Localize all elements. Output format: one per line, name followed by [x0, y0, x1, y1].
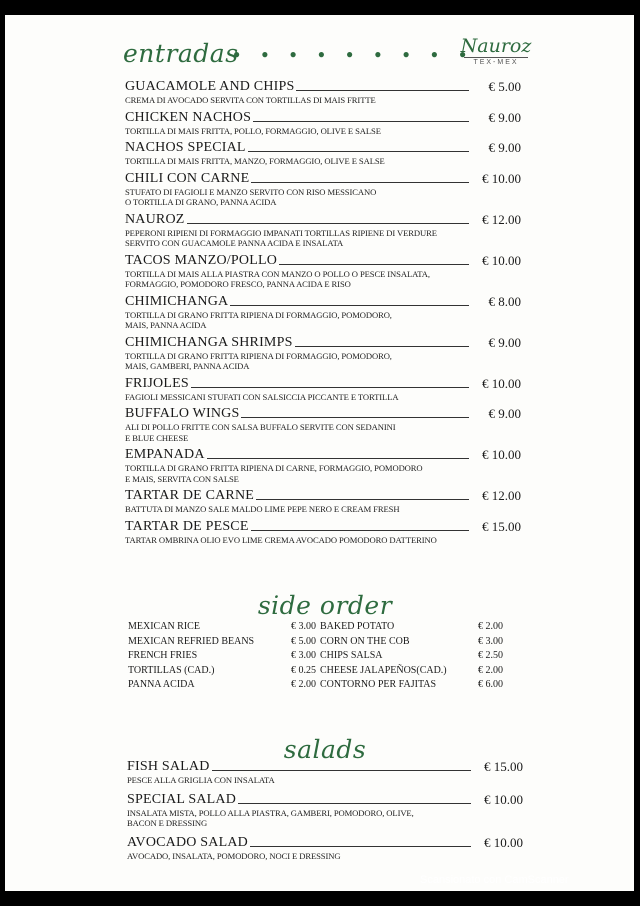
side-order-row: [128, 664, 503, 679]
menu-item-line: [125, 517, 521, 535]
menu-item-name: FRIJOLES: [125, 375, 189, 391]
menu-item-description: TORTILLA DI GRANO FRITTA RIPIENA DI FORMAGGIO, POMODORO,: [125, 309, 392, 320]
side-order-item-name: CHIPS SALSA: [319, 650, 383, 661]
side-order-item: [320, 664, 503, 679]
leader-line: [230, 305, 469, 306]
menu-item-name: NACHOS SPECIAL: [125, 140, 246, 155]
menu-item-name: CHILI CON CARNE: [125, 170, 250, 186]
side-order-row: [128, 678, 503, 693]
side-order-item: [128, 635, 316, 650]
menu-item: [125, 333, 521, 372]
menu-item-name: CHIMICHANGA: [125, 293, 229, 309]
menu-item-price: € 9.00: [488, 334, 521, 350]
leader-line: [238, 803, 471, 804]
side-order-item-price: € 3.00: [478, 635, 503, 647]
leader-line: [241, 417, 469, 418]
menu-item-name: BUFFALO WINGS: [125, 406, 240, 421]
side-order-item: [320, 620, 503, 635]
logo-subtitle: TEX-MEX: [464, 57, 528, 68]
side-order-item: [320, 635, 503, 650]
menu-item-name: SPECIAL SALAD: [127, 791, 237, 807]
decorative-dots: ● ● ● ● ● ● ● ● ●: [233, 47, 476, 61]
side-order-item-price: € 0.25: [290, 664, 316, 676]
side-order-item-price: € 2.00: [478, 621, 503, 632]
entradas-title: entradas: [123, 39, 239, 68]
menu-item: [125, 517, 521, 546]
entradas-list: [125, 77, 521, 547]
side-order-item: [128, 664, 316, 679]
menu-item-description: FORMAGGIO, POMODORO FRESCO, PANNA ACIDA E RISO: [125, 279, 351, 289]
menu-item-price: € 10.00: [484, 791, 523, 807]
side-order-title: side order: [257, 591, 393, 620]
leader-line: [212, 770, 471, 771]
side-order-item-name: FRENCH FRIES: [128, 650, 198, 661]
menu-item-description: TORTILLA DI MAIS FRITTA, MANZO, FORMAGGIO, OLIVE E SALSE: [125, 156, 385, 166]
menu-item-price: € 9.00: [488, 109, 521, 125]
side-order-item-name: MEXICAN RICE: [128, 621, 200, 632]
menu-item: [125, 210, 521, 249]
menu-item-line: [125, 374, 521, 392]
menu-item: [125, 108, 521, 137]
side-order-item-price: € 2.50: [478, 650, 503, 661]
menu-item-line: [125, 169, 521, 187]
menu-item-line: [125, 292, 521, 310]
menu-item-description: E MAIS, SERVITA CON SALSE: [125, 473, 239, 484]
menu-item-line: [125, 445, 521, 463]
side-order-item-name: TORTILLAS (CAD.): [128, 664, 215, 676]
menu-item-name: TACOS MANZO/POLLO: [125, 252, 278, 268]
side-order-item-price: € 6.00: [478, 679, 503, 690]
menu-item-line: [125, 210, 521, 228]
menu-item-description: BACON E DRESSING: [127, 818, 208, 828]
menu-item-description: TORTILLA DI MAIS ALLA PIASTRA CON MANZO O POLLO O PESCE INSALATA,: [125, 268, 430, 279]
menu-item-name: TARTAR DE PESCE: [125, 518, 249, 534]
menu-item-line: [125, 251, 521, 269]
menu-item-line: [127, 757, 523, 775]
menu-item-name: FISH SALAD: [127, 759, 210, 774]
side-order-item-name: CONTORNO PER FAJITAS: [319, 679, 437, 690]
scanner-watermark: Scansionato con CamScanner: [420, 874, 569, 886]
side-order-item-name: CORN ON THE COB: [319, 635, 410, 647]
side-order-item-price: € 2.00: [478, 664, 503, 676]
side-order-item-name: CHEESE JALAPEÑOS(CAD.): [319, 664, 447, 676]
menu-item-name: TARTAR DE CARNE: [125, 488, 255, 503]
menu-item-description: AVOCADO, INSALATA, POMODORO, NOCI E DRESSING: [127, 850, 341, 861]
menu-item: [125, 445, 521, 484]
menu-item-description: ALI DI POLLO FRITTE CON SALSA BUFFALO SERVITE CON SEDANINI: [125, 422, 396, 432]
menu-item-name: CHICKEN NACHOS: [125, 109, 252, 125]
leader-line: [253, 121, 469, 122]
menu-item-name: CHIMICHANGA SHRIMPS: [125, 334, 293, 350]
menu-item: [125, 374, 521, 403]
menu-item-description: TORTILLA DI GRANO FRITTA RIPIENA DI CARNE, FORMAGGIO, POMODORO: [125, 463, 423, 473]
menu-item-line: [127, 833, 523, 851]
side-order-item: [128, 649, 316, 664]
menu-item-line: [125, 486, 521, 504]
menu-item-price: € 5.00: [488, 79, 521, 94]
side-order-item-price: € 5.00: [290, 635, 316, 647]
side-order-item-name: PANNA ACIDA: [128, 679, 195, 690]
side-order-row: [128, 620, 503, 635]
leader-line: [279, 264, 469, 265]
leader-line: [248, 151, 469, 152]
side-order-item: [128, 620, 316, 635]
menu-item: [127, 790, 523, 829]
side-order-item-price: € 3.00: [290, 650, 316, 661]
menu-item-name: NAUROZ: [125, 211, 185, 227]
menu-item-price: € 10.00: [482, 447, 521, 462]
menu-item-price: € 15.00: [482, 518, 521, 534]
menu-header: [123, 35, 533, 79]
leader-line: [256, 499, 469, 500]
menu-item-description: CREMA DI AVOCADO SERVITA CON TORTILLAS DI MAIS FRITTE: [125, 95, 376, 105]
side-order-item-name: MEXICAN REFRIED BEANS: [128, 635, 255, 647]
leader-line: [207, 458, 469, 459]
menu-item-description: TORTILLA DI GRANO FRITTA RIPIENA DI FORMAGGIO, POMODORO,: [125, 350, 392, 361]
menu-item-description: STUFATO DI FAGIOLI E MANZO SERVITO CON RISO MESSICANO: [125, 186, 377, 197]
side-order-item: [320, 678, 503, 693]
leader-line: [296, 90, 469, 91]
menu-item-name: GUACAMOLE AND CHIPS: [125, 79, 295, 94]
menu-item-line: [125, 138, 521, 156]
menu-item-price: € 8.00: [488, 293, 521, 309]
menu-item-description: PEPERONI RIPIENI DI FORMAGGIO IMPANATI TORTILLAS RIPIENE DI VERDURE: [125, 227, 437, 238]
menu-item-price: € 10.00: [482, 252, 521, 268]
menu-item-description: PESCE ALLA GRIGLIA CON INSALATA: [127, 775, 275, 785]
menu-item-description: BATTUTA DI MANZO SALE MALDO LIME PEPE NERO E CREAM FRESH: [125, 504, 400, 514]
menu-item-description: TORTILLA DI MAIS FRITTA, POLLO, FORMAGGIO, OLIVE E SALSE: [125, 125, 381, 136]
menu-item-description: TARTAR OMBRINA OLIO EVO LIME CREMA AVOCADO POMODORO DATTERINO: [125, 534, 437, 545]
menu-item-line: [125, 333, 521, 351]
side-order-item: [128, 678, 316, 693]
leader-line: [295, 346, 469, 347]
menu-item-price: € 12.00: [482, 211, 521, 227]
side-order-item-name: BAKED POTATO: [319, 621, 395, 632]
menu-item-line: [127, 790, 523, 808]
side-order-item: [320, 649, 503, 664]
side-order-item-price: € 3.00: [290, 621, 316, 632]
menu-item-price: € 9.00: [488, 140, 521, 155]
menu-item: [125, 169, 521, 208]
menu-item-price: € 12.00: [482, 488, 521, 503]
menu-item: [125, 77, 521, 106]
salads-title: salads: [283, 735, 367, 764]
menu-item: [125, 251, 521, 290]
menu-item-description: O TORTILLA DI GRANO, PANNA ACIDA: [125, 197, 277, 207]
logo-name: Nauroz: [460, 35, 532, 57]
menu-item-price: € 10.00: [482, 170, 521, 186]
menu-item: [125, 292, 521, 331]
menu-item-line: [125, 108, 521, 126]
menu-item: [127, 757, 523, 786]
side-order-row: [128, 635, 503, 650]
menu-item: [125, 404, 521, 443]
menu-item-name: EMPANADA: [125, 447, 205, 462]
salads-list: [127, 757, 523, 865]
menu-item-description: MAIS, PANNA ACIDA: [125, 320, 207, 330]
menu-item-price: € 10.00: [484, 834, 523, 850]
menu-item-price: € 10.00: [482, 375, 521, 391]
menu-item: [125, 486, 521, 515]
leader-line: [250, 846, 471, 847]
leader-line: [251, 182, 469, 183]
side-order-row: [128, 649, 503, 664]
menu-item: [127, 833, 523, 862]
menu-item-price: € 15.00: [484, 759, 523, 774]
menu-item: [125, 138, 521, 167]
menu-item-line: [125, 77, 521, 95]
leader-line: [191, 387, 469, 388]
menu-item-name: AVOCADO SALAD: [127, 834, 248, 850]
menu-item-price: € 9.00: [488, 406, 521, 421]
side-order-item-price: € 2.00: [290, 679, 316, 690]
menu-item-description: E BLUE CHEESE: [125, 432, 189, 443]
menu-item-description: SERVITO CON GUACAMOLE PANNA ACIDA E INSALATA: [125, 238, 344, 248]
leader-line: [251, 530, 469, 531]
side-order-list: [128, 620, 503, 693]
menu-item-description: MAIS, GAMBERI, PANNA ACIDA: [125, 361, 250, 371]
menu-item-description: FAGIOLI MESSICANI STUFATI CON SALSICCIA PICCANTE E TORTILLA: [125, 391, 399, 402]
menu-page: [5, 15, 634, 891]
leader-line: [187, 223, 469, 224]
restaurant-logo: [456, 35, 536, 68]
menu-item-line: [125, 404, 521, 422]
menu-item-description: INSALATA MISTA, POLLO ALLA PIASTRA, GAMBERI, POMODORO, OLIVE,: [127, 807, 414, 818]
